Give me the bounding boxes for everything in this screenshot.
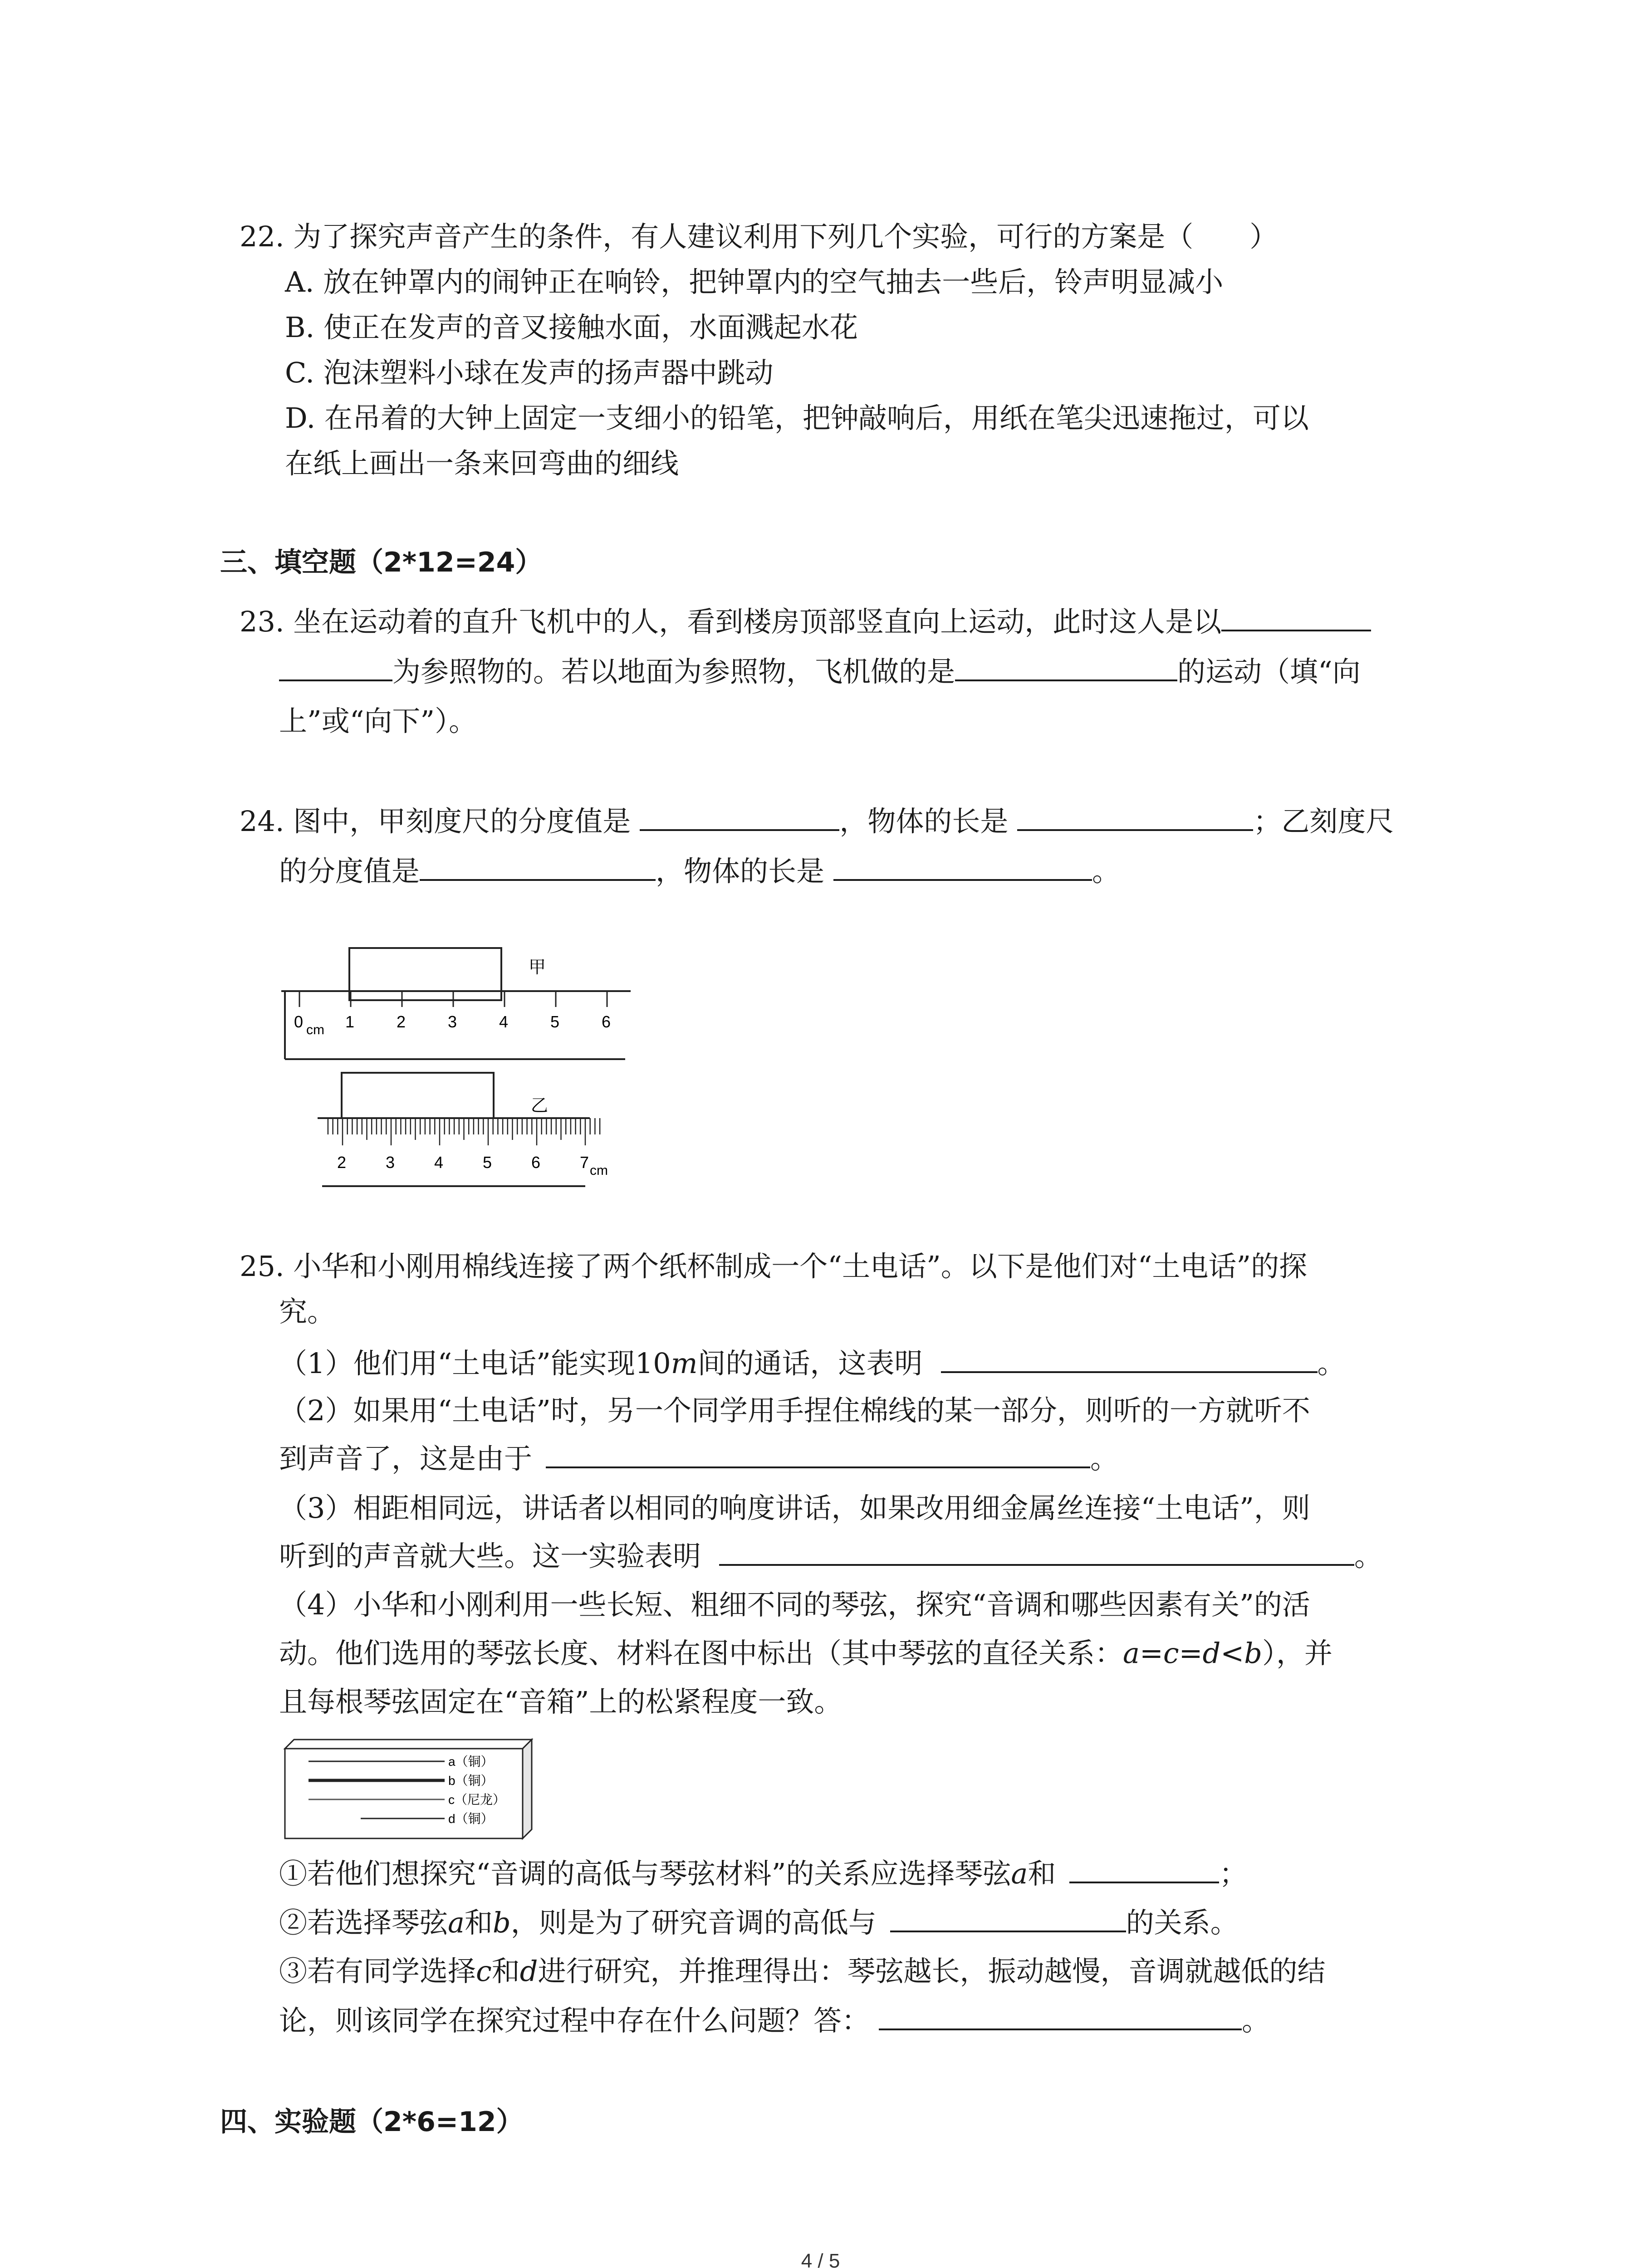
q24-text-6: 。 — [1092, 855, 1121, 888]
ruler-b-figure — [272, 1061, 635, 1198]
q25-blank-4[interactable] — [1069, 1855, 1219, 1883]
string-a-label: a（铜） — [448, 1755, 494, 1769]
q25-part3-line2 — [279, 1538, 1382, 1574]
q25-p2-text: 到声音了，这是由于 — [279, 1442, 533, 1475]
q25-sub3-line2 — [279, 2002, 1270, 2039]
q24-blank-3[interactable] — [420, 853, 656, 881]
q25-line2: 究。 — [279, 1295, 336, 1328]
q25-s1-end: ； — [1219, 1857, 1248, 1890]
q22-option-d-line1: D. 在吊着的大钟上固定一支细小的铅笔，把钟敲响后，用纸在笔尖迅速拖过，可以 — [285, 401, 1309, 435]
q25-part2-line2 — [279, 1440, 1118, 1477]
q25-p3-text: 听到的声音就大些。这一实验表明 — [279, 1540, 701, 1573]
ruler-b-tick-label: 5 — [483, 1153, 492, 1172]
q25-s1-text-2: 和 — [1028, 1857, 1056, 1890]
ruler-b-tick-label: 4 — [434, 1153, 444, 1172]
q25-p1-text: （1）他们用“土电话”能实现10 — [279, 1347, 671, 1380]
q25-s3-text: ③若有同学选择 — [279, 1955, 476, 1988]
q25-blank-2[interactable] — [546, 1440, 1090, 1468]
q25-p4-text: 动。他们选用的琴弦长度、材料在图中标出（其中琴弦的直径关系： — [279, 1637, 1123, 1670]
q25-s3-text-2: 进行研究，并推理得出：琴弦越长，振动越慢，音调就越低的结 — [538, 1955, 1326, 1988]
ruler-b-tick-label: 2 — [337, 1153, 347, 1172]
q24-blank-1[interactable] — [640, 803, 839, 831]
q22-option-b: B. 使正在发声的音叉接触水面，水面溅起水花 — [285, 311, 858, 344]
q25-s2-var-a: a — [448, 1906, 465, 1939]
q23-text-3: 的运动（填“向 — [1177, 655, 1361, 688]
q23-text-2: 为参照物的。若以地面为参照物，飞机做的是 — [392, 655, 955, 688]
ruler-a-tick-label: 5 — [550, 1012, 560, 1031]
q25-s3-var-d: d — [519, 1955, 538, 1988]
q25-p2-end: 。 — [1090, 1442, 1119, 1475]
q24-blank-4[interactable] — [833, 853, 1092, 881]
q24-line2 — [279, 853, 1120, 890]
q25-blank-5[interactable] — [890, 1904, 1126, 1932]
box-top — [285, 1740, 532, 1749]
q23-line3: 上”或“向下”）。 — [279, 704, 477, 738]
page-number: 4 / 5 — [801, 2250, 840, 2268]
q22-option-c: C. 泡沫塑料小球在发声的扬声器中跳动 — [285, 356, 774, 389]
section-3-heading: 三、填空题（2*12=24） — [220, 547, 543, 578]
q25-part4-line2 — [279, 1635, 1332, 1672]
q24-line1 — [240, 803, 1394, 840]
q24-text-5: ，物体的长是 — [656, 855, 825, 888]
q25-part3-line1: （3）相距相同远，讲话者以相同的响度讲话，如果改用细金属丝连接“土电话”，则 — [279, 1491, 1310, 1525]
ruler-b-object — [342, 1073, 494, 1118]
ruler-b-ticks — [328, 1118, 608, 1178]
q25-blank-6[interactable] — [879, 2002, 1242, 2030]
q25-part1 — [279, 1345, 1346, 1382]
q25-sub1 — [279, 1855, 1247, 1892]
q25-p4-formula: a=c=d<b — [1123, 1637, 1262, 1670]
q24-text-4: 的分度值是 — [279, 855, 420, 888]
q25-s1-text: ①若他们想探究“音调的高低与琴弦材料”的关系应选择琴弦 — [279, 1857, 1011, 1890]
q25-s2-var-b: b — [493, 1906, 511, 1939]
ruler-a-tick-label: 1 — [345, 1012, 355, 1031]
ruler-b-tick-label: 6 — [531, 1153, 541, 1172]
ruler-a-tick-label: 2 — [397, 1012, 406, 1031]
q24-text-3: ；乙刻度尺 — [1253, 805, 1394, 838]
ruler-a-tick-label: 4 — [499, 1012, 509, 1031]
q25-s2-text-2: ，则是为了研究音调的高低与 — [510, 1906, 877, 1939]
q25-part4-line1: （4）小华和小刚利用一些长短、粗细不同的琴弦，探究“音调和哪些因素有关”的活 — [279, 1588, 1310, 1621]
q24-text-1: 24. 图中，甲刻度尺的分度值是 — [240, 805, 631, 838]
ruler-a-tick-label: 6 — [602, 1012, 611, 1031]
ruler-b-tick-label: 7 — [580, 1153, 589, 1172]
q25-p4-text-2: ），并 — [1262, 1637, 1332, 1670]
q25-blank-3[interactable] — [719, 1538, 1354, 1566]
ruler-b-tick-label: 3 — [386, 1153, 395, 1172]
ruler-a-ticks — [294, 991, 611, 1037]
string-b-label: b（铜） — [448, 1774, 494, 1788]
box-side — [523, 1740, 532, 1838]
ruler-a-tick-label: 0 — [294, 1012, 304, 1031]
q25-s2-and: 和 — [464, 1906, 493, 1939]
q22-option-d-line2: 在纸上画出一条来回弯曲的细线 — [285, 447, 679, 480]
q25-s3-and: 和 — [491, 1955, 520, 1988]
q25-s3-var-c: c — [476, 1955, 492, 1988]
q25-s3-text-3: 论，则该同学在探究过程中存在什么问题？答： — [279, 2004, 870, 2037]
q25-line1: 25. 小华和小刚用棉线连接了两个纸杯制成一个“土电话”。以下是他们对“土电话”的探 — [240, 1250, 1308, 1283]
q23-blank-2[interactable] — [955, 653, 1177, 681]
ruler-a-name: 甲 — [529, 958, 546, 977]
q24-text-2: ，物体的长是 — [839, 805, 1009, 838]
q24-blank-2[interactable] — [1017, 803, 1253, 831]
ruler-a-figure — [272, 934, 635, 1070]
ruler-a-object — [349, 948, 501, 1000]
q25-p1-text-2: 间的通话，这表明 — [697, 1347, 923, 1380]
q23-text-1: 23. 坐在运动着的直升飞机中的人，看到楼房顶部竖直向上运动，此时这人是以 — [240, 605, 1222, 638]
q25-p1-end: 。 — [1317, 1347, 1346, 1380]
q25-sub3-line1 — [279, 1953, 1325, 1989]
q25-part4-line3: 且每根琴弦固定在“音箱”上的松紧程度一致。 — [279, 1685, 843, 1718]
q23-line1 — [240, 603, 1371, 640]
q22-option-a: A. 放在钟罩内的闹钟正在响铃，把钟罩内的空气抽去一些后，铃声明显减小 — [285, 265, 1224, 298]
q25-p3-end: 。 — [1354, 1540, 1383, 1573]
q25-s1-var: a — [1011, 1857, 1028, 1890]
ruler-a-unit: cm — [306, 1022, 324, 1037]
ruler-a-tick-label: 3 — [448, 1012, 457, 1031]
ruler-b-unit: cm — [590, 1163, 608, 1178]
q25-sub2 — [279, 1904, 1239, 1941]
q25-s2-text: ②若选择琴弦 — [279, 1906, 448, 1939]
ruler-b-name: 乙 — [531, 1096, 549, 1115]
q25-s3-end: 。 — [1242, 2004, 1270, 2037]
q25-s2-end: 的关系。 — [1126, 1906, 1239, 1939]
q25-part2-line1: （2）如果用“土电话”时，另一个同学用手捏住棉线的某一部分，则听的一方就听不 — [279, 1394, 1310, 1427]
section-4-heading: 四、实验题（2*6=12） — [220, 2106, 524, 2138]
q25-blank-1[interactable] — [941, 1345, 1318, 1373]
q23-line2 — [279, 653, 1361, 690]
string-c-label: c（尼龙） — [448, 1793, 506, 1807]
q23-blank-1-cont — [279, 653, 392, 681]
q23-blank-1[interactable] — [1221, 603, 1371, 631]
string-d-label: d（铜） — [448, 1812, 494, 1826]
q25-p1-unit: m — [671, 1347, 698, 1380]
strings-box-figure — [281, 1735, 554, 1844]
q22-stem: 22. 为了探究声音产生的条件，有人建议利用下列几个实验，可行的方案是（ ） — [240, 220, 1278, 253]
